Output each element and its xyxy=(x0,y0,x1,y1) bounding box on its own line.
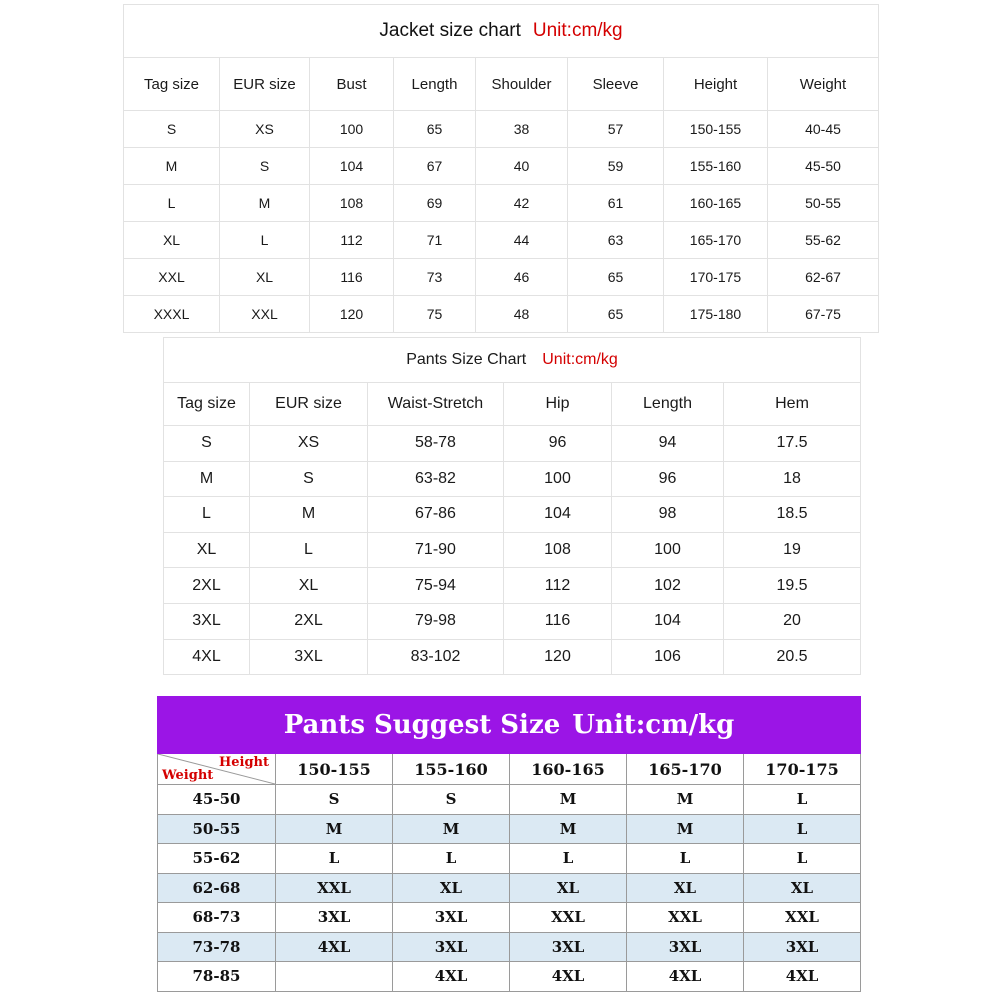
suggest-cell: XL xyxy=(627,873,744,903)
jacket-cell: 150-155 xyxy=(664,111,768,148)
jacket-cell: 40 xyxy=(476,148,568,185)
jacket-cell: 38 xyxy=(476,111,568,148)
pants-cell: 106 xyxy=(612,639,724,675)
suggest-cell: XXL xyxy=(627,903,744,933)
jacket-col-header: Bust xyxy=(310,58,394,111)
suggest-table-row xyxy=(158,844,861,874)
suggest-title-text: Pants Suggest Size xyxy=(283,710,561,740)
jacket-col-header: Weight xyxy=(768,58,879,111)
jacket-cell: 57 xyxy=(568,111,664,148)
pants-table-title xyxy=(164,338,861,383)
pants-cell: L xyxy=(164,497,250,533)
pants-cell: 96 xyxy=(504,426,612,462)
corner-weight-label: Weight xyxy=(162,768,214,783)
jacket-cell: XXL xyxy=(220,296,310,333)
pants-cell: 94 xyxy=(612,426,724,462)
suggest-cell: S xyxy=(393,785,510,815)
pants-size-table xyxy=(163,337,861,675)
jacket-col-header: Sleeve xyxy=(568,58,664,111)
pants-cell: 19.5 xyxy=(724,568,861,604)
jacket-cell: XXL xyxy=(124,259,220,296)
jacket-col-header: EUR size xyxy=(220,58,310,111)
suggest-cell: 3XL xyxy=(393,903,510,933)
jacket-title-text: Jacket size chart xyxy=(379,20,521,41)
pants-cell: 104 xyxy=(504,497,612,533)
suggest-cell: 68-73 xyxy=(158,903,276,933)
suggest-cell: M xyxy=(393,814,510,844)
pants-cell: 19 xyxy=(724,532,861,568)
pants-cell: S xyxy=(250,461,368,497)
suggest-cell: L xyxy=(744,844,861,874)
suggest-cell: M xyxy=(510,814,627,844)
suggest-cell: 3XL xyxy=(627,932,744,962)
pants-suggest-table xyxy=(157,696,861,992)
jacket-col-header: Shoulder xyxy=(476,58,568,111)
pants-col-header: Hem xyxy=(724,383,861,426)
jacket-cell: 46 xyxy=(476,259,568,296)
jacket-cell: 160-165 xyxy=(664,185,768,222)
pants-cell: 20.5 xyxy=(724,639,861,675)
jacket-col-header: Length xyxy=(394,58,476,111)
pants-cell: 112 xyxy=(504,568,612,604)
suggest-banner xyxy=(158,697,861,754)
jacket-cell: 48 xyxy=(476,296,568,333)
pants-table-row xyxy=(164,532,861,568)
jacket-cell: 170-175 xyxy=(664,259,768,296)
jacket-cell: M xyxy=(124,148,220,185)
suggest-cell: 3XL xyxy=(744,932,861,962)
suggest-table-row xyxy=(158,962,861,992)
pants-cell: S xyxy=(164,426,250,462)
pants-col-header: Tag size xyxy=(164,383,250,426)
jacket-cell: M xyxy=(220,185,310,222)
suggest-cell: M xyxy=(510,785,627,815)
suggest-height-header: 160-165 xyxy=(510,754,627,785)
pants-cell: 3XL xyxy=(250,639,368,675)
jacket-cell: 75 xyxy=(394,296,476,333)
suggest-height-header: 170-175 xyxy=(744,754,861,785)
pants-table-row xyxy=(164,426,861,462)
jacket-table-row xyxy=(124,259,879,296)
pants-cell: 71-90 xyxy=(368,532,504,568)
jacket-cell: XL xyxy=(220,259,310,296)
suggest-cell: S xyxy=(276,785,393,815)
jacket-cell: 62-67 xyxy=(768,259,879,296)
jacket-col-header: Tag size xyxy=(124,58,220,111)
pants-cell: 58-78 xyxy=(368,426,504,462)
jacket-cell: 63 xyxy=(568,222,664,259)
corner-height-label: Height xyxy=(218,755,269,770)
suggest-table-row xyxy=(158,873,861,903)
pants-cell: 79-98 xyxy=(368,603,504,639)
jacket-cell: 65 xyxy=(568,259,664,296)
jacket-cell: 45-50 xyxy=(768,148,879,185)
suggest-cell: 73-78 xyxy=(158,932,276,962)
jacket-cell: S xyxy=(220,148,310,185)
suggest-table-row xyxy=(158,814,861,844)
suggest-cell: 78-85 xyxy=(158,962,276,992)
jacket-table-row xyxy=(124,148,879,185)
suggest-cell: 55-62 xyxy=(158,844,276,874)
jacket-table-row xyxy=(124,296,879,333)
suggest-cell xyxy=(276,962,393,992)
suggest-cell: 4XL xyxy=(744,962,861,992)
jacket-cell: XL xyxy=(124,222,220,259)
suggest-cell: 4XL xyxy=(393,962,510,992)
pants-cell: 2XL xyxy=(164,568,250,604)
suggest-cell: M xyxy=(276,814,393,844)
pants-cell: 20 xyxy=(724,603,861,639)
jacket-cell: 65 xyxy=(568,296,664,333)
pants-table-row xyxy=(164,603,861,639)
pants-col-header: EUR size xyxy=(250,383,368,426)
suggest-cell: M xyxy=(627,785,744,815)
jacket-cell: 42 xyxy=(476,185,568,222)
pants-cell: 98 xyxy=(612,497,724,533)
jacket-table-row xyxy=(124,222,879,259)
pants-cell: M xyxy=(250,497,368,533)
suggest-table-row xyxy=(158,785,861,815)
suggest-cell: XXL xyxy=(510,903,627,933)
jacket-cell: 61 xyxy=(568,185,664,222)
jacket-header-row xyxy=(124,58,879,111)
jacket-cell: 67-75 xyxy=(768,296,879,333)
suggest-height-header: 155-160 xyxy=(393,754,510,785)
suggest-cell: XL xyxy=(510,873,627,903)
jacket-cell: 59 xyxy=(568,148,664,185)
jacket-cell: L xyxy=(124,185,220,222)
pants-col-header: Hip xyxy=(504,383,612,426)
jacket-cell: 73 xyxy=(394,259,476,296)
suggest-cell: L xyxy=(510,844,627,874)
pants-cell: 108 xyxy=(504,532,612,568)
jacket-cell: 69 xyxy=(394,185,476,222)
suggest-cell: 45-50 xyxy=(158,785,276,815)
suggest-cell: L xyxy=(393,844,510,874)
pants-col-header: Length xyxy=(612,383,724,426)
pants-cell: 67-86 xyxy=(368,497,504,533)
jacket-cell: 40-45 xyxy=(768,111,879,148)
suggest-cell: 50-55 xyxy=(158,814,276,844)
jacket-cell: 165-170 xyxy=(664,222,768,259)
suggest-cell: L xyxy=(627,844,744,874)
jacket-cell: 71 xyxy=(394,222,476,259)
jacket-table-row xyxy=(124,185,879,222)
jacket-cell: S xyxy=(124,111,220,148)
pants-cell: 18 xyxy=(724,461,861,497)
jacket-cell: 112 xyxy=(310,222,394,259)
jacket-cell: L xyxy=(220,222,310,259)
pants-cell: M xyxy=(164,461,250,497)
pants-cell: XS xyxy=(250,426,368,462)
jacket-cell: 65 xyxy=(394,111,476,148)
suggest-height-header: 165-170 xyxy=(627,754,744,785)
pants-table-row xyxy=(164,461,861,497)
pants-cell: 116 xyxy=(504,603,612,639)
pants-cell: 18.5 xyxy=(724,497,861,533)
suggest-cell: XXL xyxy=(744,903,861,933)
jacket-table-row xyxy=(124,111,879,148)
pants-cell: 100 xyxy=(612,532,724,568)
suggest-cell: 4XL xyxy=(276,932,393,962)
pants-cell: XL xyxy=(250,568,368,604)
suggest-height-header: 150-155 xyxy=(276,754,393,785)
jacket-cell: 55-62 xyxy=(768,222,879,259)
jacket-cell: 116 xyxy=(310,259,394,296)
suggest-cell: L xyxy=(744,785,861,815)
suggest-cell: 4XL xyxy=(510,962,627,992)
jacket-unit-text: Unit:cm/kg xyxy=(532,20,623,41)
suggest-cell: M xyxy=(627,814,744,844)
jacket-col-header: Height xyxy=(664,58,768,111)
pants-cell: 83-102 xyxy=(368,639,504,675)
pants-cell: XL xyxy=(164,532,250,568)
jacket-cell: XS xyxy=(220,111,310,148)
jacket-size-table xyxy=(123,4,879,333)
pants-cell: 3XL xyxy=(164,603,250,639)
suggest-header-row xyxy=(158,754,861,785)
jacket-table-title xyxy=(124,5,879,58)
pants-cell: 102 xyxy=(612,568,724,604)
suggest-table-row xyxy=(158,903,861,933)
suggest-cell: XL xyxy=(393,873,510,903)
pants-unit-text: Unit:cm/kg xyxy=(542,351,618,368)
jacket-cell: 44 xyxy=(476,222,568,259)
jacket-cell: 67 xyxy=(394,148,476,185)
pants-table-row xyxy=(164,639,861,675)
pants-title-text: Pants Size Chart xyxy=(406,351,527,368)
pants-table-row xyxy=(164,497,861,533)
jacket-cell: 175-180 xyxy=(664,296,768,333)
suggest-cell: 3XL xyxy=(393,932,510,962)
suggest-cell: L xyxy=(744,814,861,844)
jacket-cell: 120 xyxy=(310,296,394,333)
pants-cell: 100 xyxy=(504,461,612,497)
pants-cell: 2XL xyxy=(250,603,368,639)
suggest-table-row xyxy=(158,932,861,962)
pants-cell: 17.5 xyxy=(724,426,861,462)
suggest-cell: 4XL xyxy=(627,962,744,992)
pants-cell: 75-94 xyxy=(368,568,504,604)
pants-cell: 120 xyxy=(504,639,612,675)
suggest-cell: L xyxy=(276,844,393,874)
pants-cell: 104 xyxy=(612,603,724,639)
suggest-cell: 3XL xyxy=(276,903,393,933)
pants-cell: 63-82 xyxy=(368,461,504,497)
jacket-cell: 100 xyxy=(310,111,394,148)
suggest-cell: 62-68 xyxy=(158,873,276,903)
pants-cell: 96 xyxy=(612,461,724,497)
pants-cell: L xyxy=(250,532,368,568)
jacket-cell: XXXL xyxy=(124,296,220,333)
pants-header-row xyxy=(164,383,861,426)
suggest-cell: 3XL xyxy=(510,932,627,962)
jacket-cell: 50-55 xyxy=(768,185,879,222)
jacket-cell: 155-160 xyxy=(664,148,768,185)
pants-col-header: Waist-Stretch xyxy=(368,383,504,426)
suggest-unit-text: Unit:cm/kg xyxy=(572,710,735,740)
suggest-cell: XL xyxy=(744,873,861,903)
pants-cell: 4XL xyxy=(164,639,250,675)
pants-table-row xyxy=(164,568,861,604)
suggest-cell: XXL xyxy=(276,873,393,903)
jacket-cell: 104 xyxy=(310,148,394,185)
jacket-cell: 108 xyxy=(310,185,394,222)
suggest-corner-cell xyxy=(158,754,276,785)
